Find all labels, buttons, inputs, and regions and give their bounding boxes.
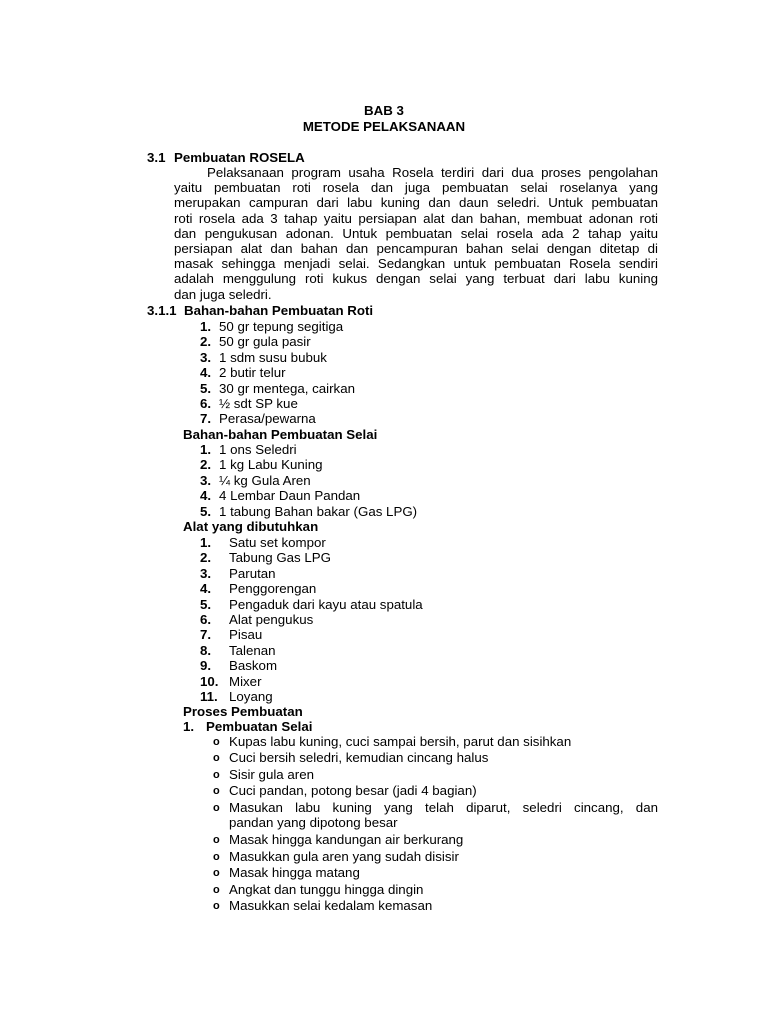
selai-item-text: 1 ons Seledri [219, 442, 297, 457]
step-text [229, 832, 658, 847]
paragraph-line: merupakan campuran dari labu kuning dan daun seledri. Untuk pembuatan [174, 195, 658, 211]
selai-item-number: 3. [200, 472, 212, 488]
step-text [229, 767, 658, 782]
roti-item-text: 30 gr mentega, cairkan [219, 380, 356, 396]
paragraph-line: roti rosela ada 3 tahap yaitu persiapan alat dan bahan, membuat adonan roti [174, 210, 658, 226]
section-3-1-1-title: Bahan-bahan Pembuatan Roti [184, 303, 374, 318]
selai-item-text: 1 kg Labu Kuning [219, 457, 323, 473]
paragraph-line: persiapan alat dan bahan dan pencampuran bahan selai dengan ditetap di [174, 240, 658, 256]
alat-heading: Alat yang dibutuhkan [183, 519, 319, 534]
bullet-icon: o [213, 850, 220, 863]
chapter-title: METODE PELAKSANAAN [302, 119, 466, 134]
roti-item-text: 1 sdm susu bubuk [219, 349, 327, 365]
alat-item-text: Mixer [229, 673, 262, 689]
roti-item-text: ½ sdt SP kue [219, 396, 298, 411]
step-line: Masak hingga matang [229, 865, 360, 881]
alat-item-number: 1. [200, 535, 212, 550]
alat-item-number: 10. [200, 673, 219, 689]
alat-item-number: 8. [200, 642, 212, 658]
bullet-icon: o [213, 752, 220, 765]
step-text [229, 734, 658, 749]
proses-sub-title: Pembuatan Selai [206, 719, 313, 734]
step-text [229, 865, 658, 880]
step-line: Masukkan gula aren yang sudah disisir [229, 848, 459, 864]
selai-item-number: 1. [200, 442, 212, 457]
step-text [229, 849, 658, 864]
step-text [229, 750, 658, 765]
step-line: Masukkan selai kedalam kemasan [229, 898, 433, 913]
paragraph-line: yaitu pembuatan roti rosela dan juga pembuatan selai roselanya yang [174, 180, 658, 196]
step-line: Masukan labu kuning yang telah diparut, seledri cincang, dan [229, 799, 658, 815]
alat-item-text: Parutan [229, 565, 276, 581]
step-text [229, 882, 658, 897]
roti-item-number: 5. [200, 380, 212, 396]
roti-item-text: 50 gr tepung segitiga [219, 319, 344, 334]
step-text [229, 783, 658, 798]
step-line: Cuci pandan, potong besar (jadi 4 bagian) [229, 783, 477, 799]
roti-item-number: 4. [200, 365, 212, 381]
selai-item-number: 2. [200, 457, 212, 473]
step-line: Kupas labu kuning, cuci sampai bersih, parut dan sisihkan [229, 734, 572, 749]
alat-item-number: 9. [200, 658, 212, 674]
step-line: Angkat dan tunggu hingga dingin [229, 881, 424, 897]
selai-item-text: ¼ kg Gula Aren [219, 472, 311, 488]
roti-item-number: 6. [200, 396, 212, 411]
step-line: Masak hingga kandungan air berkurang [229, 832, 464, 848]
proses-sub-number: 1. [183, 719, 195, 734]
section-3-1-title: Pembuatan ROSELA [174, 150, 305, 165]
roti-item-text: Perasa/pewarna [219, 411, 316, 427]
alat-item-text: Pengaduk dari kayu atau spatula [229, 596, 423, 612]
alat-item-number: 6. [200, 612, 212, 627]
bullet-icon: o [213, 900, 220, 912]
roti-item-number: 7. [200, 411, 212, 427]
roti-item-number: 2. [200, 334, 212, 350]
alat-item-text: Tabung Gas LPG [229, 550, 332, 566]
chapter-label: BAB 3 [364, 103, 404, 118]
selai-item-text: 1 tabung Bahan bakar (Gas LPG) [219, 503, 418, 519]
alat-item-text: Loyang [229, 689, 273, 704]
alat-item-number: 11. [200, 689, 218, 704]
alat-item-text: Penggorengan [229, 581, 317, 597]
bullet-icon: o [213, 834, 220, 847]
selai-heading: Bahan-bahan Pembuatan Selai [183, 427, 378, 442]
section-3-1-number: 3.1 [147, 150, 166, 165]
alat-item-number: 7. [200, 627, 212, 643]
step-text [229, 898, 658, 913]
step-text [229, 800, 658, 831]
alat-item-text: Baskom [229, 658, 278, 674]
section-3-1-paragraph [174, 165, 658, 302]
roti-item-text: 50 gr gula pasir [219, 334, 311, 350]
selai-item-text: 4 Lembar Daun Pandan [219, 488, 361, 504]
roti-item-text: 2 butir telur [219, 365, 286, 381]
section-3-1-1-number: 3.1.1 [147, 303, 177, 318]
roti-item-number: 3. [200, 349, 212, 365]
selai-item-number: 4. [200, 488, 212, 504]
alat-item-number: 3. [200, 565, 212, 581]
bullet-icon: o [213, 736, 220, 748]
paragraph-line: adalah menggulung roti kukus dengan selai yang terbuat dari labu kuning [174, 271, 658, 287]
bullet-icon: o [213, 785, 220, 798]
alat-item-number: 5. [200, 596, 212, 612]
step-line: Sisir gula aren [229, 766, 314, 782]
paragraph-line: dan juga seledri. [174, 286, 272, 302]
step-line: pandan yang dipotong besar [229, 814, 398, 830]
alat-item-text: Satu set kompor [229, 535, 326, 550]
alat-item-text: Talenan [229, 642, 276, 658]
paragraph-line: dan pengukusan adonan. Untuk pembuatan selai rosela ada 2 tahap yaitu [174, 225, 658, 241]
bullet-icon: o [213, 867, 220, 880]
bullet-icon: o [213, 883, 220, 896]
bullet-icon: o [213, 801, 220, 814]
alat-item-text: Pisau [229, 627, 263, 643]
alat-item-number: 2. [200, 550, 212, 566]
bullet-icon: o [213, 768, 220, 781]
roti-item-number: 1. [200, 319, 212, 334]
paragraph-line: Pelaksanaan program usaha Rosela terdiri dari dua proses pengolahan [207, 165, 658, 180]
selai-item-number: 5. [200, 503, 212, 519]
alat-item-text: Alat pengukus [229, 612, 314, 627]
step-line: Cuci bersih seledri, kemudian cincang halus [229, 750, 489, 766]
paragraph-line: masak sehingga menjadi selai. Sedangkan untuk pembuatan Rosela sendiri [174, 256, 658, 272]
proses-heading: Proses Pembuatan [183, 704, 303, 719]
alat-item-number: 4. [200, 581, 212, 597]
